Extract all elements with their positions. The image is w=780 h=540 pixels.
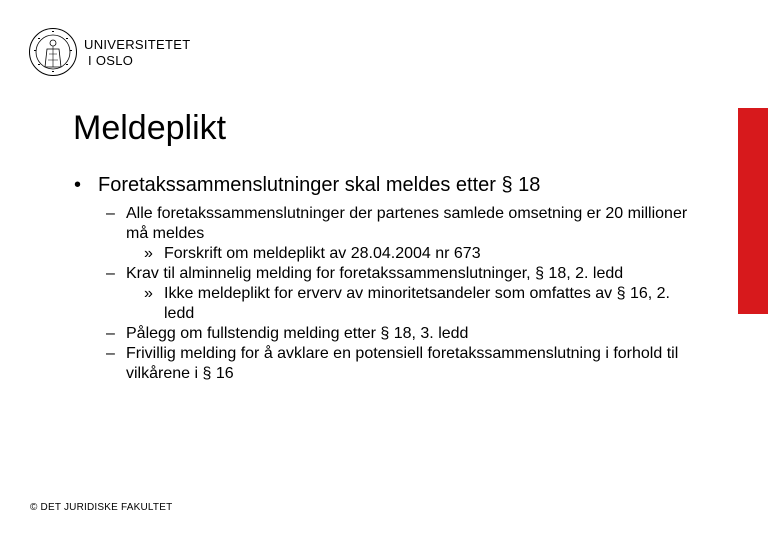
- university-name-line1: UNIVERSITETET: [84, 37, 191, 52]
- bullet-level3: [72, 244, 692, 264]
- bullet-text: Foretakssammenslutninger skal meldes etter § 18: [98, 174, 541, 196]
- footer-copyright: © DET JURIDISKE FAKULTET: [30, 502, 173, 513]
- bullet-text: Alle foretakssammenslutninger der partenes samlede omsetning er 20 millioner må meldes: [126, 205, 688, 242]
- bullet-level2: [72, 204, 692, 244]
- accent-bar: [738, 108, 768, 314]
- bullet-level2: [72, 264, 692, 284]
- dash-marker: –: [106, 325, 115, 342]
- dash-marker: –: [106, 265, 115, 282]
- bullet-text: Krav til alminnelig melding for foretakssammenslutninger, § 18, 2. ledd: [126, 265, 624, 282]
- dash-marker: –: [106, 205, 115, 222]
- bullet-level3: [72, 284, 692, 324]
- university-seal-icon: [28, 27, 78, 77]
- chevron-marker: »: [144, 285, 153, 302]
- slide-body: [72, 172, 692, 384]
- university-name: [84, 37, 190, 69]
- slide-title: Meldeplikt: [73, 109, 227, 147]
- bullet-level2: [72, 324, 692, 344]
- bullet-level1: [72, 172, 692, 198]
- bullet-level2: [72, 344, 692, 384]
- chevron-marker: »: [144, 245, 153, 262]
- dash-marker: –: [106, 345, 115, 362]
- bullet-text: Ikke meldeplikt for erverv av minoritetsandeler som omfattes av § 16, 2. ledd: [164, 285, 670, 322]
- university-name-line2: I OSLO: [88, 53, 134, 68]
- bullet-text: Pålegg om fullstendig melding etter § 18, 3. ledd: [126, 325, 469, 342]
- bullet-marker: •: [74, 174, 82, 196]
- bullet-text: Forskrift om meldeplikt av 28.04.2004 nr 673: [164, 245, 481, 262]
- bullet-text: Frivillig melding for å avklare en potensiell foretakssammenslutning i forhold til vilkårene i § 16: [126, 345, 679, 382]
